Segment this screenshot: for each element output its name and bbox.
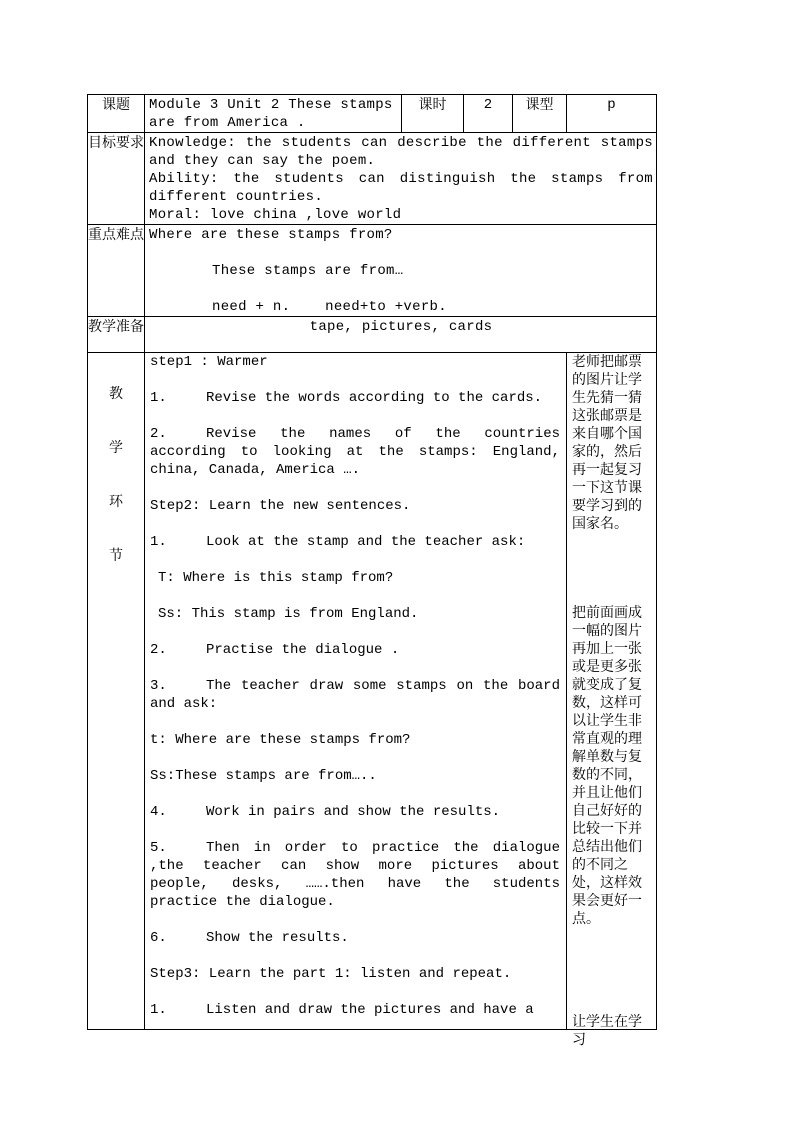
objectives-content	[145, 133, 657, 225]
topic-label: 课题	[88, 95, 145, 133]
step2-item-5: 5. Then in order to practice the dialogue ,the teacher can show more pictures about people, desks, …….then have the students practice the dialogue.	[150, 840, 560, 910]
objective-moral: Moral: love china ,love world	[149, 207, 402, 223]
preparation-row	[88, 317, 657, 353]
keypoints-row	[88, 225, 657, 317]
procedure-label-char-2: 学	[109, 440, 123, 456]
step2-item-6: 6. Show the results.	[150, 930, 349, 946]
step3-heading: Step3: Learn the part 1: listen and repeat.	[150, 966, 512, 982]
period-label: 课时	[402, 95, 464, 133]
procedure-label-char-1: 教	[109, 386, 123, 402]
procedure-label	[88, 353, 145, 1030]
step2-item-1: 1. Look at the stamp and the teacher ask:	[150, 534, 526, 550]
procedure-label-char-3: 环	[109, 494, 123, 510]
step1-item-1: 1. Revise the words according to the cards.	[150, 390, 543, 406]
notes-column	[567, 353, 657, 1048]
note-3: 让学生在学习	[572, 1014, 642, 1048]
dialog-teacher-2: t: Where are these stamps from?	[150, 732, 411, 748]
lesson-plan-table	[87, 94, 657, 1048]
dialog-teacher-1: T: Where is this stamp from?	[158, 570, 394, 586]
keypoints-content	[145, 225, 657, 317]
objective-knowledge: Knowledge: the students can describe the different stamps and they can say the poem.	[149, 135, 653, 169]
step2-heading: Step2: Learn the new sentences.	[150, 498, 411, 514]
objectives-label: 目标要求	[88, 133, 145, 225]
keypoint-line-2: These stamps are from…	[212, 263, 404, 279]
type-label: 课型	[513, 95, 567, 133]
dialog-students-2: Ss:These stamps are from…..	[150, 768, 377, 784]
header-row	[88, 95, 657, 133]
step2-item-4: 4. Work in pairs and show the results.	[150, 804, 501, 820]
period-value: 2	[464, 95, 513, 133]
step3-item-1: 1. Listen and draw the pictures and have a	[150, 1002, 534, 1018]
step2-item-2: 2. Practise the dialogue .	[150, 642, 400, 658]
procedure-label-char-4: 节	[109, 548, 123, 564]
dialog-students-1: Ss: This stamp is from England.	[158, 606, 419, 622]
preparation-value: tape, pictures, cards	[145, 317, 657, 353]
preparation-label: 教学准备	[88, 317, 145, 353]
step1-heading: step1 : Warmer	[150, 354, 268, 370]
procedure-row	[88, 353, 657, 1030]
procedure-steps	[145, 353, 567, 1030]
objectives-row	[88, 133, 657, 225]
step2-item-3: 3. The teacher draw some stamps on the board and ask:	[150, 678, 560, 712]
objective-ability: Ability: the students can distinguish the stamps from different countries.	[149, 171, 653, 205]
note-2: 把前面画成一幅的图片再加上一张或是更多张就变成了复数，这样可以让学生非常直观的理解单数与复数的不同，并且让他们自己好好的比较一下并总结出他们的不同之处，这样效果会更好一点。	[572, 605, 642, 927]
topic-value: Module 3 Unit 2 These stamps are from America .	[145, 95, 402, 133]
keypoint-line-3: need + n. need+to +verb.	[212, 299, 447, 315]
step1-item-2: 2. Revise the names of the countries according to looking at the stamps: England, china, Canada, America ….	[150, 426, 560, 478]
keypoint-line-1: Where are these stamps from?	[149, 227, 393, 243]
note-1: 老师把邮票的图片让学生先猜一猜这张邮票是来自哪个国家的，然后再一起复习一下这节课要学习到的国家名。	[572, 354, 642, 532]
type-value: p	[567, 95, 657, 133]
keypoints-label: 重点难点	[88, 225, 145, 317]
